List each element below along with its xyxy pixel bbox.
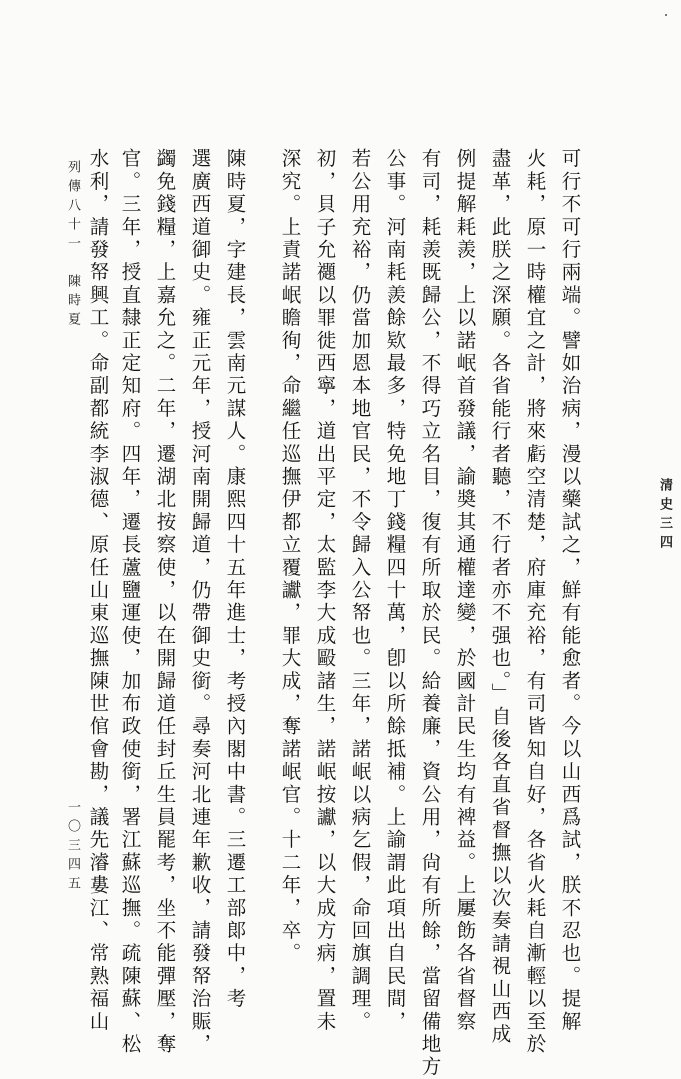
text-column-15: 水利，請發帑興工。命副都統李淑德、原任山東巡撫陳世倌會勘，議先濬婁江、常熟福山 — [86, 148, 110, 1034]
text-column-13: 蠲免錢糧，上嘉允之。二年，遷湖北按察使，以在開歸道任封丘生員罷考，坐不能彈壓，奪 — [153, 148, 177, 1056]
corner-mark — [665, 14, 667, 16]
text-column-2: 火耗，原一時權宜之計，將來虧空清楚，府庫充裕，有司皆知自好，各省火耗自漸輕以至於 — [523, 148, 547, 1056]
page-number: 一〇三四五 — [65, 800, 80, 895]
text-column-12: 選廣西道御史。雍正元年，授河南開歸道，仍帶御史銜。尋奏河北連年歉收，請發帑治賑， — [188, 148, 212, 1056]
text-column-9: 深究。上責諾岷瞻徇，命繼任巡撫伊都立覆讞，罪大成，奪諾岷官。十二年，卒。 — [278, 148, 302, 966]
section-label: 清史三四 — [657, 478, 672, 554]
text-column-1: 可行不可行兩端。譬如治病，漫以藥試之，鮮有能愈者。今以山西爲試，朕不忍也。提解 — [558, 148, 582, 1034]
running-head: 列傳八十一 陳時夏 — [65, 160, 80, 331]
text-column-14: 官。三年，授直隸正定知府。四年，遷長蘆鹽運使，加布政使銜，署江蘇巡撫。疏陳蘇、松 — [118, 148, 142, 1056]
text-column-6: 公事。河南耗羨餘欵最多，特免地丁錢糧四十萬，卽以所餘抵補。上諭謂此項出自民間， — [383, 148, 407, 1034]
text-column-3: 盡革，此朕之深願。各省能行者聽，不行者亦不强也。」自後各直省督撫以次奏請視山西成 — [488, 148, 512, 1047]
text-column-4: 例提解耗羨，上以諾岷首發議，諭奬其通權達變，於國計民生均有裨益。上屢飭各省督察 — [453, 148, 477, 1034]
text-column-7: 若公用充裕，仍當加恩本地官民，不令歸入公帑也。三年，諾岷以病乞假，命回旗調理。 — [348, 148, 372, 1034]
text-column-5: 有司，耗羨既歸公，不得巧立名目，復有所取於民。給養廉，資公用，尙有所餘，當留備地方 — [418, 148, 442, 1079]
text-column-8: 初，貝子允禵以罪徙西寧，道出平定，太監李大成毆諸生，諾岷按讞，以大成方病，置未 — [313, 148, 337, 1034]
text-column-11: 陳時夏，字建長，雲南元謀人。康熙四十五年進士，考授內閣中書。三遷工部郞中，考 — [223, 148, 247, 1011]
